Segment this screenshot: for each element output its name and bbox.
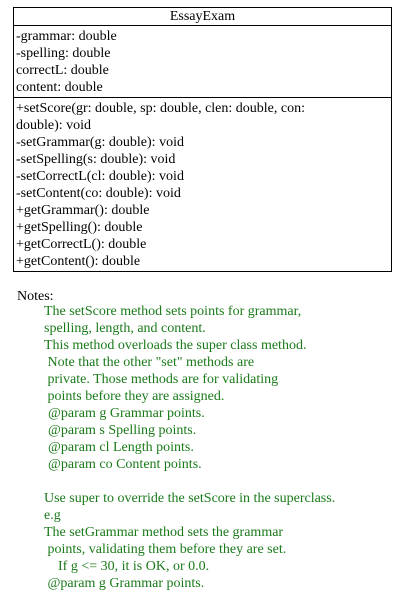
note-line: spelling, length, and content. [44, 321, 206, 336]
method: -setContent(co: double): void [16, 186, 181, 201]
note-line: If g <= 30, it is OK, or 0.0. [44, 559, 210, 574]
method: -setGrammar(g: double): void [16, 135, 184, 150]
note-line: Note that the other "set" methods are [44, 355, 255, 370]
note-line: points, validating them before they are set. [44, 542, 287, 557]
note-line: private. Those methods are for validating [44, 372, 279, 387]
note-line: The setScore method sets points for grammar, [44, 304, 302, 319]
attribute: -grammar: double [16, 29, 117, 44]
note-param: @param co Content points. [48, 457, 202, 472]
attribute: correctL: double [16, 63, 109, 78]
uml-class-box [13, 7, 392, 272]
note-blank-line [44, 473, 400, 490]
method: +getGrammar(): double [16, 203, 150, 218]
method: -setSpelling(s: double): void [16, 152, 176, 167]
note-param: @param g Grammar points. [44, 576, 205, 591]
methods-section [14, 97, 391, 271]
note-line: The setGrammar method sets the grammar [44, 525, 284, 540]
method-continuation: double): void [16, 118, 92, 133]
note-line: e.g [44, 508, 61, 523]
note-line: points before they are assigned. [44, 389, 225, 404]
method: -setCorrectL(cl: double): void [16, 169, 184, 184]
attribute: -spelling: double [16, 46, 111, 61]
note-line: Use super to override the setScore in the superclass. [44, 491, 336, 506]
note-param: @param cl Length points. [48, 440, 194, 455]
method: +getContent(): double [16, 254, 141, 269]
notes-block [44, 303, 400, 592]
method: +setScore(gr: double, sp: double, clen: double, con: [16, 101, 305, 116]
note-param: @param s Spelling points. [48, 423, 197, 438]
attributes-section [14, 26, 391, 97]
method: +getSpelling(): double [16, 220, 143, 235]
note-param: @param g Grammar points. [48, 406, 205, 421]
attribute: content: double [16, 80, 103, 95]
class-name: EssayExam [14, 8, 391, 26]
note-line: This method overloads the super class method. [44, 338, 307, 353]
notes-label: Notes: [17, 289, 54, 304]
method: +getCorrectL(): double [16, 237, 147, 252]
